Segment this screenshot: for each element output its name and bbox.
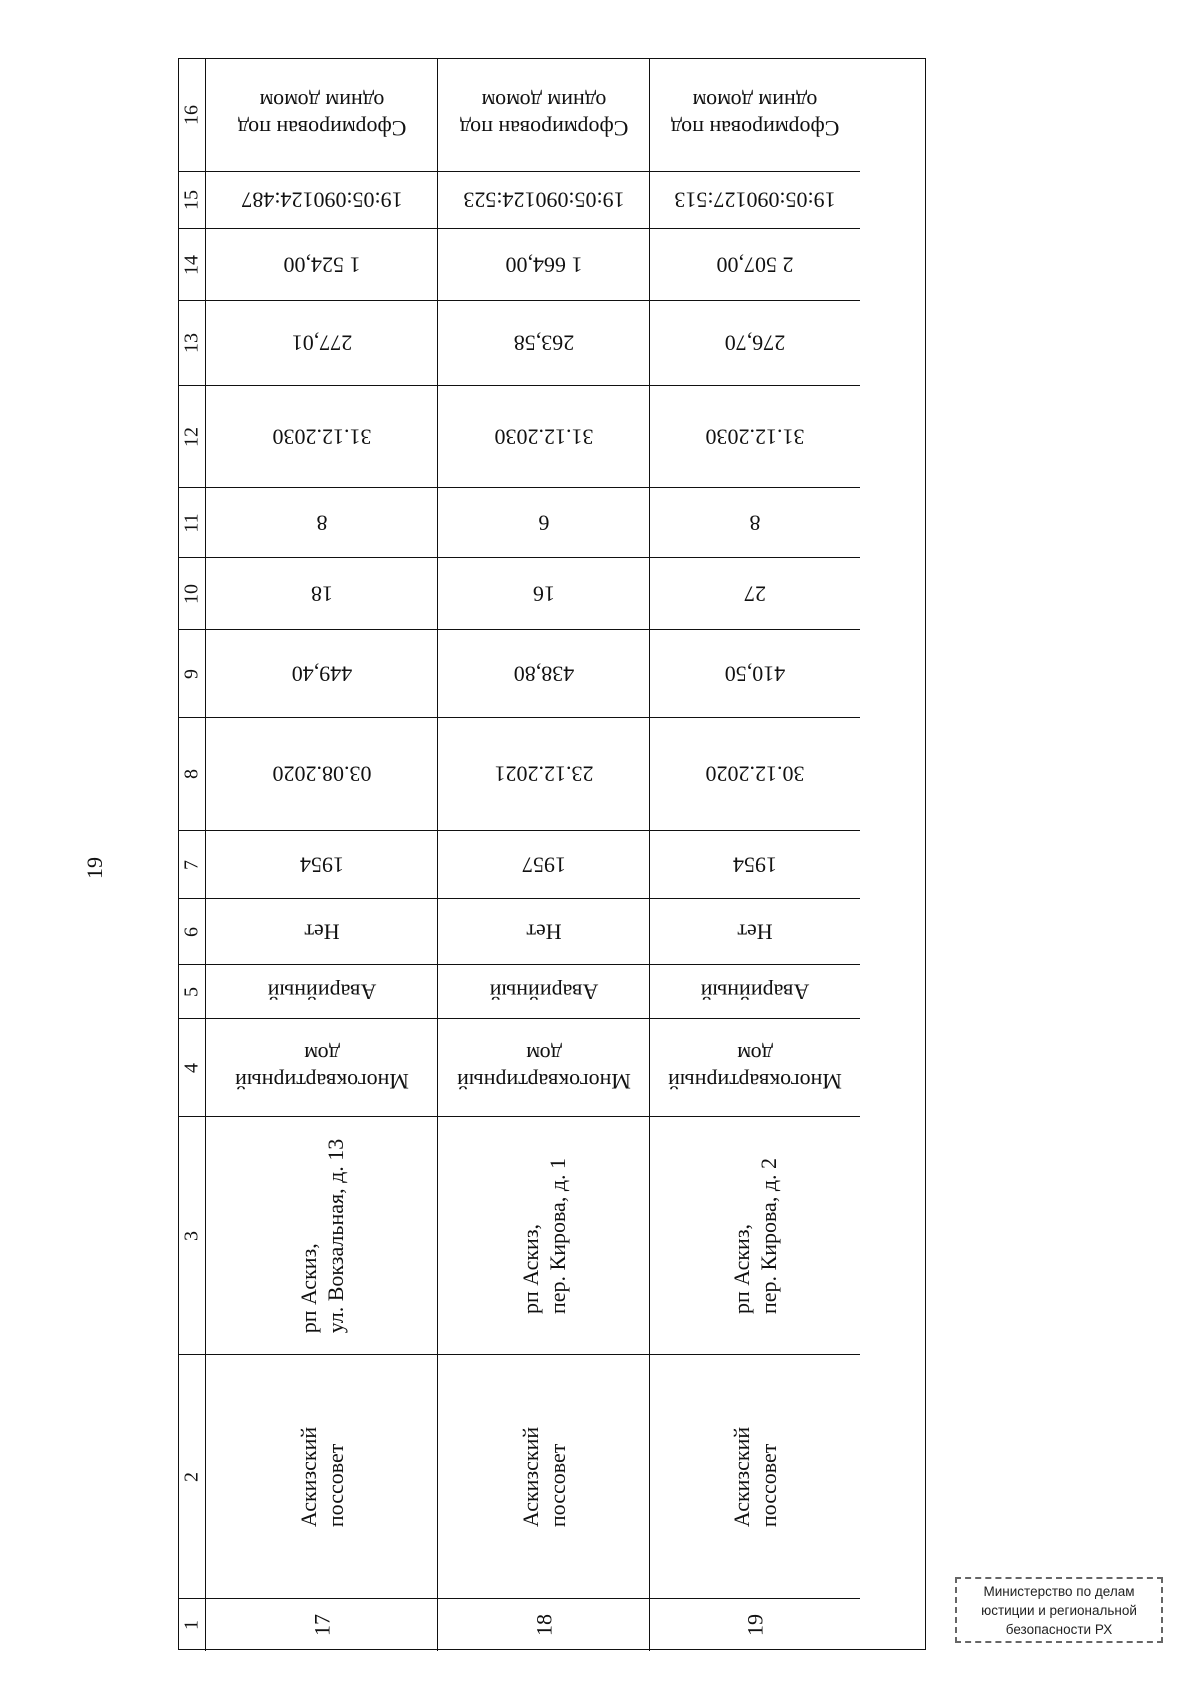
cadastral-number-cell (650, 172, 860, 229)
house-type-cell-line: Многоквартирный (456, 1068, 631, 1094)
column-number-cell (179, 301, 205, 386)
apartments-cell (650, 488, 860, 558)
column-number-cell (179, 831, 205, 899)
apartments-cell (438, 488, 649, 558)
land-status-cell-text (459, 88, 628, 142)
row-number (650, 1599, 860, 1651)
stamp-line-3: безопасности РХ (1005, 1622, 1113, 1637)
reconstruction-cell-text: Нет (525, 919, 562, 944)
area-cell (438, 630, 649, 718)
ministry-stamp (955, 1577, 1163, 1643)
municipality-cell (650, 1355, 860, 1599)
apartments-cell-text: 8 (316, 510, 327, 535)
header-row (179, 59, 206, 1651)
reconstruction-cell (438, 899, 649, 965)
residents-cell (206, 558, 437, 630)
municipality-cell-line: Аскизский (517, 1426, 543, 1527)
wear-cell (650, 301, 860, 386)
land-status-cell (206, 59, 437, 172)
wear-cell (438, 301, 649, 386)
house-type-cell-line: дом (525, 1041, 562, 1067)
column-number-cell (179, 488, 205, 558)
column-number-cell (179, 718, 205, 831)
column-number: 7 (180, 859, 203, 870)
column-number: 8 (180, 769, 203, 779)
year-built-cell-text: 1957 (521, 852, 566, 877)
area-cell (206, 630, 437, 718)
table-row (206, 59, 438, 1651)
municipality-cell-text (728, 1426, 782, 1526)
housing-table (178, 58, 926, 1650)
land-area-cell (206, 229, 437, 301)
address-cell-line: пер. Кирова, д. 1 (544, 1157, 570, 1314)
municipality-cell-line: Аскизский (295, 1426, 321, 1527)
recognition-date-cell (438, 718, 649, 831)
area-cell-text: 449,40 (291, 661, 352, 686)
recognition-date-cell-text: 03.08.2020 (272, 761, 371, 787)
land-area-cell-text: 1 524,00 (283, 252, 360, 277)
house-type-cell-text (668, 1041, 842, 1095)
reconstruction-cell-text: Нет (303, 919, 340, 944)
house-type-cell-text (457, 1041, 631, 1095)
house-type-cell-text (235, 1041, 409, 1095)
house-type-cell-line: Многоквартирный (234, 1068, 409, 1094)
recognition-date-cell (206, 718, 437, 831)
recognition-date-cell-text: 30.12.2020 (705, 761, 805, 787)
column-number: 6 (180, 926, 203, 937)
land-area-cell-text: 2 507,00 (716, 252, 794, 277)
state-cell-text: Аварийный (489, 979, 598, 1004)
planned-date-cell (438, 386, 649, 488)
column-number: 2 (180, 1471, 203, 1482)
reconstruction-cell (206, 899, 437, 965)
column-number: 12 (180, 426, 203, 447)
address-cell-text (295, 1138, 349, 1333)
state-cell-text: Аварийный (700, 979, 810, 1004)
house-type-cell (650, 1019, 860, 1117)
municipality-cell (206, 1355, 437, 1599)
apartments-cell-text: 8 (749, 510, 761, 535)
column-number-cell (179, 386, 205, 488)
year-built-cell (206, 831, 437, 899)
municipality-cell-line: Аскизский (729, 1426, 754, 1527)
cadastral-number-cell (206, 172, 437, 229)
land-status-cell (650, 59, 860, 172)
row-number-text: 19 (742, 1614, 768, 1636)
column-number: 11 (180, 512, 203, 533)
address-cell-line: рп Аскиз, (517, 1223, 543, 1314)
column-number: 1 (180, 1620, 203, 1630)
table-row (650, 59, 860, 1651)
state-cell (206, 965, 437, 1019)
address-cell (206, 1117, 437, 1355)
state-cell (650, 965, 860, 1019)
address-cell-text (517, 1157, 571, 1313)
land-area-cell-text: 1 664,00 (505, 252, 582, 277)
column-number: 9 (180, 668, 203, 679)
municipality-cell-line: поссовет (756, 1443, 781, 1527)
municipality-cell-text (295, 1426, 349, 1526)
wear-cell (206, 301, 437, 386)
address-cell-text (728, 1157, 782, 1313)
residents-cell-text: 27 (744, 581, 766, 606)
planned-date-cell (650, 386, 860, 488)
address-cell-line: пер. Кирова, д. 2 (756, 1157, 781, 1314)
table-row (438, 59, 650, 1651)
stamp-line-2: юстиции и региональной (981, 1603, 1137, 1618)
column-number-cell (179, 229, 205, 301)
planned-date-cell-text: 31.12.2030 (705, 424, 805, 449)
row-number-text: 17 (309, 1614, 334, 1636)
house-type-cell-line: дом (303, 1041, 340, 1067)
residents-cell-text: 18 (310, 581, 333, 606)
residents-cell-text: 16 (532, 581, 555, 606)
house-type-cell (438, 1019, 649, 1117)
land-status-cell-line: одним домом (259, 89, 384, 114)
land-status-cell-text (671, 88, 840, 142)
municipality-cell (438, 1355, 649, 1599)
reconstruction-cell-text: Нет (737, 919, 773, 944)
cadastral-number-cell (438, 172, 649, 229)
year-built-cell (650, 831, 860, 899)
year-built-cell-text: 1954 (299, 852, 344, 877)
address-cell-line: рп Аскиз, (729, 1223, 754, 1314)
column-number: 10 (180, 583, 203, 604)
column-number-cell (179, 899, 205, 965)
municipality-cell-line: поссовет (544, 1443, 570, 1527)
row-number (206, 1599, 437, 1651)
area-cell-text: 410,50 (724, 661, 786, 686)
land-status-cell-text (237, 88, 406, 142)
state-cell-text: Аварийный (267, 979, 376, 1004)
column-number-cell (179, 1019, 205, 1117)
area-cell-text: 438,80 (513, 661, 574, 686)
wear-cell-text: 276,70 (724, 330, 786, 356)
column-number: 3 (180, 1230, 203, 1241)
page-number: 19 (82, 857, 107, 879)
house-type-cell-line: дом (737, 1041, 773, 1067)
column-number: 5 (180, 986, 203, 997)
planned-date-cell-text: 31.12.2030 (494, 424, 593, 449)
apartments-cell (206, 488, 437, 558)
residents-cell (650, 558, 860, 630)
reconstruction-cell (650, 899, 860, 965)
planned-date-cell-text: 31.12.2030 (272, 424, 371, 449)
address-cell (438, 1117, 649, 1355)
municipality-cell-text (517, 1426, 571, 1526)
column-number-cell (179, 1355, 205, 1599)
column-number: 4 (180, 1062, 203, 1073)
column-number-cell (179, 1117, 205, 1355)
stamp-line-1: Министерство по делам (983, 1584, 1135, 1599)
cadastral-number-cell-text: 19:05:090124:523 (462, 187, 625, 213)
column-number-cell (179, 558, 205, 630)
recognition-date-cell (650, 718, 860, 831)
land-status-cell-line: одним домом (481, 89, 606, 114)
planned-date-cell (206, 386, 437, 488)
state-cell (438, 965, 649, 1019)
land-status-cell-line: Сформирован под (670, 116, 840, 141)
row-number (438, 1599, 649, 1651)
area-cell (650, 630, 860, 718)
address-cell-line: рп Аскиз, (295, 1242, 321, 1333)
apartments-cell-text: 6 (538, 510, 549, 535)
address-cell-line: ул. Вокзальная, д. 13 (322, 1138, 348, 1333)
land-status-cell-line: Сформирован под (237, 116, 406, 141)
column-number-cell (179, 59, 205, 172)
cadastral-number-cell-text: 19:05:090124:487 (240, 187, 403, 213)
land-area-cell (650, 229, 860, 301)
house-type-cell-line: Многоквартирный (668, 1068, 842, 1094)
wear-cell-text: 263,58 (513, 330, 574, 356)
column-number: 15 (180, 190, 203, 210)
residents-cell (438, 558, 649, 630)
year-built-cell-text: 1954 (733, 852, 777, 877)
column-number: 16 (180, 105, 203, 125)
column-number-cell (179, 1599, 205, 1651)
land-status-cell-line: одним домом (692, 89, 818, 114)
row-number-text: 18 (531, 1614, 556, 1636)
land-status-cell-line: Сформирован под (459, 116, 628, 141)
cadastral-number-cell-text: 19:05:090127:513 (674, 187, 836, 213)
land-area-cell (438, 229, 649, 301)
column-number-cell (179, 965, 205, 1019)
recognition-date-cell-text: 23.12.2021 (494, 761, 593, 787)
wear-cell-text: 277,01 (291, 330, 352, 356)
land-status-cell (438, 59, 649, 172)
column-number: 14 (180, 254, 203, 275)
column-number-cell (179, 630, 205, 718)
address-cell (650, 1117, 860, 1355)
municipality-cell-line: поссовет (322, 1443, 348, 1527)
house-type-cell (206, 1019, 437, 1117)
column-number-cell (179, 172, 205, 229)
year-built-cell (438, 831, 649, 899)
column-number: 13 (180, 333, 203, 353)
